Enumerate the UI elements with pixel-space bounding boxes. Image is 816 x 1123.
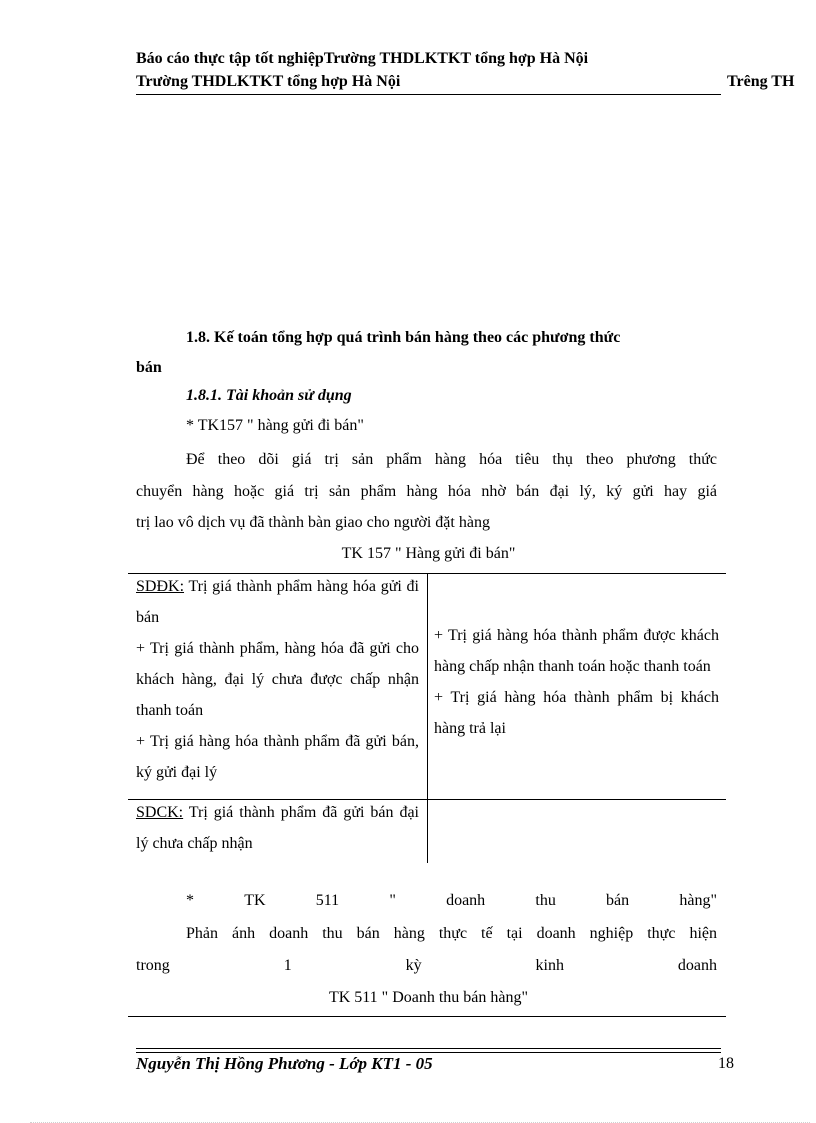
header-title-line1: Báo cáo thực tập tốt nghiệpTrường THDLKTKT tổng hợp Hà Nội: [136, 50, 589, 67]
credit-item: + Trị giá hàng hóa thành phẩm bị khách hàng trả lại: [434, 689, 719, 737]
tk157-title: * TK157 " hàng gửi đi bán": [186, 417, 364, 434]
paragraph-line: trị lao vô dịch vụ đã thành bàn giao cho người đặt hàng: [136, 514, 490, 531]
opening-balance-label: SDĐK:: [136, 578, 185, 595]
closing-balance-label: SDCK:: [136, 804, 184, 821]
word: *: [186, 892, 194, 909]
footer-rule: [136, 1048, 721, 1049]
word: hàng": [679, 892, 717, 909]
word: trong: [136, 957, 170, 974]
table-top-rule: [128, 1016, 726, 1017]
section-heading: [186, 322, 721, 353]
debit-column: [136, 571, 419, 788]
debit-item: + Trị giá thành phẩm, hàng hóa đã gửi cho khách hàng, đại lý chưa được chấp nhận thanh toán: [136, 640, 419, 719]
table-vertical-rule: [427, 573, 428, 863]
paragraph-line: Để theo dõi giá trị sản phẩm hàng hóa tiêu thụ theo phương thức: [186, 451, 717, 468]
paragraph-line: Phản ánh doanh thu bán hàng thực tế tại doanh nghiệp thực hiện: [186, 925, 717, 942]
word: kinh: [535, 957, 564, 974]
section-heading-line2: bán: [136, 359, 162, 376]
word: bán: [606, 892, 630, 909]
opening-balance-text: Trị giá thành phẩm hàng hóa gửi đi bán: [136, 578, 419, 626]
debit-item: + Trị giá hàng hóa thành phẩm đã gửi bán, ký gửi đại lý: [136, 733, 419, 781]
tk511-caption: TK 511 " Doanh thu bán hàng": [328, 989, 529, 1006]
opening-balance: [136, 571, 419, 633]
header-title-line2: Trường THDLKTKT tổng hợp Hà Nội: [136, 73, 401, 90]
section-heading-line1: 1.8. Kế toán tổng hợp quá trình bán hàng theo các phương thức: [186, 329, 621, 346]
closing-balance: [136, 797, 419, 859]
word: 1: [283, 957, 292, 974]
credit-item: + Trị giá hàng hóa thành phẩm được khách hàng chấp nhận thanh toán hoặc thanh toán: [434, 627, 719, 675]
credit-column: [434, 620, 719, 744]
tk157-caption: TK 157 " Hàng gửi đi bán": [341, 545, 516, 562]
word: kỳ: [405, 957, 422, 974]
header-rule: [136, 94, 721, 95]
subheading: 1.8.1. Tài khoản sử dụng: [186, 387, 352, 404]
word: TK: [244, 892, 266, 909]
footer-rule: [136, 1052, 721, 1053]
paragraph-line: [136, 950, 717, 981]
word: ": [389, 892, 396, 909]
word: 511: [315, 892, 340, 909]
header-overflow-text: Trêng TH: [727, 73, 795, 90]
footer-author: Nguyễn Thị Hồng Phương - Lớp KT1 - 05: [136, 1054, 433, 1073]
word: doanh: [677, 957, 717, 974]
word: thu: [535, 892, 556, 909]
tk511-title: [186, 885, 717, 916]
page-number: 18: [718, 1055, 734, 1072]
closing-balance-text: Trị giá thành phẩm đã gửi bán đại lý chưa chấp nhận: [136, 804, 419, 852]
paragraph-line: chuyển hàng hoặc giá trị sản phẩm hàng hóa nhờ bán đại lý, ký gửi hay giá: [136, 483, 717, 500]
word: doanh: [446, 892, 486, 909]
